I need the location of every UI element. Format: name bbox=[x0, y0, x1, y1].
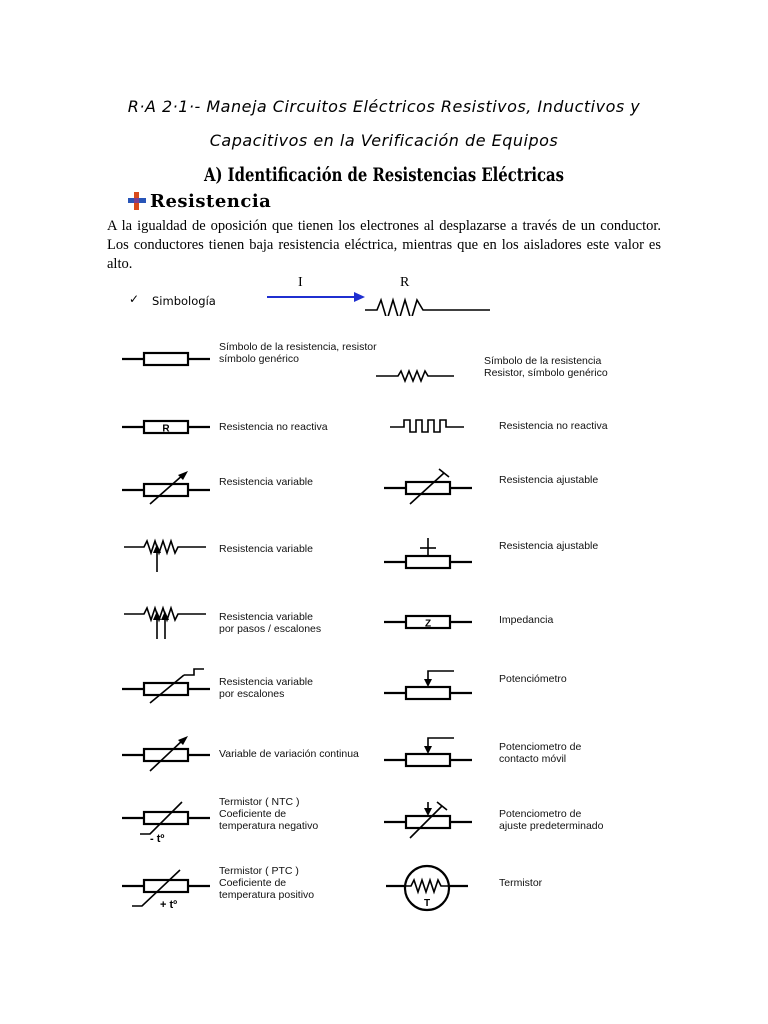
svg-text:Z: Z bbox=[424, 618, 432, 630]
moving-contact-potentiometer-icon bbox=[382, 732, 474, 772]
potentiometer-icon bbox=[382, 665, 474, 705]
symbol-label-left-5: Resistencia variable por pasos / escalones bbox=[219, 611, 322, 635]
symbol-label-right-4: Resistencia ajustable bbox=[499, 540, 599, 552]
symbol-label-left-8: Termistor ( NTC ) Coeficiente de temperatura negativo bbox=[219, 796, 319, 832]
resistor-label: R bbox=[400, 275, 410, 290]
simbologia-label: Simbología bbox=[152, 294, 216, 308]
continuous-variable-resistor-icon bbox=[120, 733, 212, 773]
subsection-title: Resistencia bbox=[150, 191, 272, 212]
symbol-label-right-1: Símbolo de la resistencia Resistor, símbolo genérico bbox=[484, 355, 608, 379]
svg-text:T: T bbox=[423, 898, 431, 909]
non-reactive-square-wave-icon bbox=[388, 415, 468, 439]
symbol-label-left-2: Resistencia no reactiva bbox=[219, 421, 328, 433]
symbol-label-right-7: Potenciometro de contacto móvil bbox=[499, 741, 582, 765]
variable-resistor-zigzag-icon bbox=[120, 534, 212, 574]
symbol-label-right-8: Potenciometro de ajuste predeterminado bbox=[499, 808, 604, 832]
symbol-label-right-5: Impedancia bbox=[499, 614, 554, 626]
current-label: I bbox=[298, 275, 303, 290]
preset-potentiometer-icon bbox=[382, 798, 474, 842]
resistor-box-icon bbox=[120, 346, 212, 372]
ptc-thermistor-icon bbox=[120, 864, 212, 912]
symbol-label-left-7: Variable de variación continua bbox=[219, 748, 359, 760]
symbol-label-left-6: Resistencia variable por escalones bbox=[219, 676, 313, 700]
symbol-label-right-2: Resistencia no reactiva bbox=[499, 420, 608, 432]
symbol-label-right-9: Termistor bbox=[499, 877, 543, 889]
symbol-label-right-6: Potenciómetro bbox=[499, 673, 567, 685]
impedance-box-icon bbox=[382, 609, 474, 635]
header-line-1: R·A 2·1·- Maneja Circuitos Eléctricos Resistivos, Inductivos y bbox=[127, 97, 641, 116]
symbol-label-right-3: Resistencia ajustable bbox=[499, 474, 599, 486]
arrow-head-icon bbox=[354, 292, 365, 302]
svg-text:- tº: - tº bbox=[150, 833, 165, 845]
plus-cross-icon bbox=[126, 190, 148, 212]
simbologia-diagram bbox=[265, 286, 495, 316]
symbol-label-left-9: Termistor ( PTC ) Coeficiente de temperatura positivo bbox=[219, 865, 315, 901]
svg-text:+ tº: + tº bbox=[160, 899, 178, 911]
svg-text:R: R bbox=[162, 423, 170, 435]
definition-paragraph: A la igualdad de oposición que tienen los electrones al desplazarse a través de un conductor. Los conductores tienen baja resistencia eléctrica, mientras que en los aisladores este valor es alto. bbox=[107, 218, 661, 272]
symbol-label-left-4: Resistencia variable bbox=[219, 543, 313, 555]
adjustable-resistor-tap-icon bbox=[382, 534, 474, 574]
stepped-resistor-zigzag-icon bbox=[120, 601, 212, 641]
variable-resistor-box-icon bbox=[120, 468, 212, 508]
checkmark-icon: ✓ bbox=[129, 292, 140, 306]
symbol-label-left-3: Resistencia variable bbox=[219, 476, 313, 488]
symbol-label-left-1: Símbolo de la resistencia, resistor símbolo genérico bbox=[219, 341, 377, 365]
resistor-r-box-icon bbox=[120, 414, 212, 440]
zigzag-resistor-icon bbox=[365, 300, 425, 316]
ntc-thermistor-icon bbox=[120, 798, 212, 846]
section-title: A) Identificación de Resistencias Eléctricas bbox=[204, 164, 564, 186]
header-line-2: Capacitivos en la Verificación de Equipos bbox=[209, 131, 559, 150]
resistor-zigzag-icon bbox=[374, 366, 458, 386]
stepped-resistor-box-icon bbox=[120, 665, 212, 705]
adjustable-resistor-box-icon bbox=[382, 468, 474, 508]
thermistor-circle-icon bbox=[384, 864, 470, 914]
